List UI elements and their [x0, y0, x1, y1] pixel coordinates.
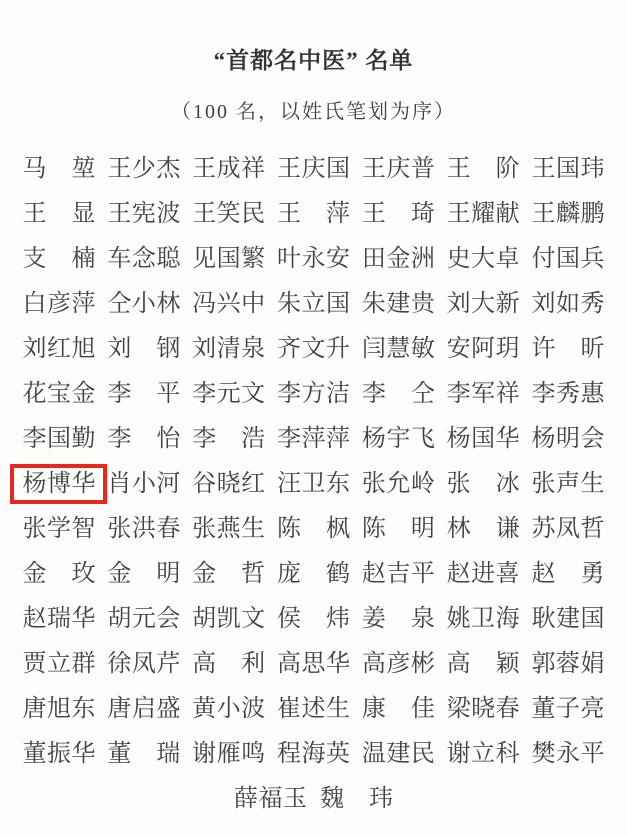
name-row	[23, 236, 605, 281]
name-row	[23, 596, 605, 641]
name-cell: 樊 永 平	[531, 740, 605, 767]
document-title: “首都名中医” 名单	[213, 48, 414, 73]
name-cell: 金 明	[107, 560, 181, 587]
name-cell: 张 燕 生	[192, 515, 266, 542]
name-cell: 唐 启 盛	[107, 695, 181, 722]
name-cell: 汪 卫 东	[276, 470, 350, 497]
name-cell: 李 平	[107, 380, 181, 407]
name-cell: 赵 进 喜	[446, 560, 520, 587]
name-cell: 薛 福 玉	[234, 785, 307, 812]
name-cell: 王 萍	[276, 200, 350, 227]
name-cell: 朱 立 国	[276, 290, 350, 317]
name-cell: 董 瑞	[107, 740, 181, 767]
name-cell: 赵 勇	[531, 560, 605, 587]
name-cell: 魏 玮	[320, 785, 393, 812]
name-cell: 花 宝 金	[22, 380, 96, 407]
name-cell: 高 思 华	[276, 650, 350, 677]
name-cell: 肖 小 河	[107, 470, 181, 497]
name-cell: 姚 卫 海	[446, 605, 520, 632]
name-cell: 王 宪 波	[107, 200, 181, 227]
name-cell: 齐 文 升	[276, 335, 350, 362]
name-cell: 闫 慧 敏	[361, 335, 435, 362]
highlighted-name-cell: 杨 博 华	[23, 472, 96, 496]
name-cell: 姜 泉	[361, 605, 435, 632]
name-cell: 许 昕	[531, 335, 605, 362]
name-cell: 陈 枫	[276, 515, 350, 542]
name-row	[23, 506, 605, 551]
name-cell: 王 庆 国	[276, 155, 350, 182]
name-cell: 庞 鹤	[276, 560, 350, 587]
name-cell: 叶 永 安	[276, 245, 350, 272]
name-cell: 李 怡	[107, 425, 181, 452]
name-cell: 杨 宇 飞	[361, 425, 435, 452]
name-cell: 胡 元 会	[107, 605, 181, 632]
name-cell: 唐 旭 东	[22, 695, 96, 722]
name-cell: 王 国 玮	[531, 155, 605, 182]
name-cell: 张 冰	[446, 470, 520, 497]
name-cell: 冯 兴 中	[192, 290, 266, 317]
name-cell: 侯 炜	[276, 605, 350, 632]
name-cell: 郭 蓉 娟	[531, 650, 605, 677]
name-row	[23, 191, 605, 236]
document-subtitle: （100 名，以姓氏笔划为序）	[171, 101, 456, 123]
name-cell: 李 浩	[192, 425, 266, 452]
name-cell: 付 国 兵	[531, 245, 605, 272]
name-row	[23, 326, 605, 371]
name-cell: 马 堃	[22, 155, 96, 182]
name-cell: 王 笑 民	[192, 200, 266, 227]
name-list	[23, 146, 605, 821]
name-cell: 张 学 智	[22, 515, 96, 542]
name-cell: 史 大 卓	[446, 245, 520, 272]
name-cell: 赵 吉 平	[361, 560, 435, 587]
name-cell: 杨 国 华	[446, 425, 520, 452]
name-cell: 程 海 英	[276, 740, 350, 767]
name-cell: 赵 瑞 华	[22, 605, 96, 632]
name-cell: 胡 凯 文	[192, 605, 266, 632]
name-cell: 金 玫	[22, 560, 96, 587]
name-cell: 金 哲	[192, 560, 266, 587]
name-cell: 刘 清 泉	[192, 335, 266, 362]
name-row	[23, 146, 605, 191]
name-cell: 白 彦 萍	[22, 290, 96, 317]
name-row	[23, 461, 605, 506]
name-cell: 王 庆 普	[361, 155, 435, 182]
name-cell: 崔 述 生	[276, 695, 350, 722]
name-row	[23, 731, 605, 776]
name-cell: 董 子 亮	[531, 695, 605, 722]
name-cell: 李 萍 萍	[276, 425, 350, 452]
name-cell: 耿 建 国	[531, 605, 605, 632]
name-cell: 刘 如 秀	[531, 290, 605, 317]
name-cell: 李 国 勤	[22, 425, 96, 452]
name-cell: 李 方 洁	[276, 380, 350, 407]
name-cell: 梁 晓 春	[446, 695, 520, 722]
name-cell: 高 利	[192, 650, 266, 677]
name-cell: 刘 大 新	[446, 290, 520, 317]
name-cell: 高 颖	[446, 650, 520, 677]
name-row	[23, 641, 605, 686]
name-cell: 董 振 华	[22, 740, 96, 767]
name-cell: 王 成 祥	[192, 155, 266, 182]
name-cell: 谷 晓 红	[192, 470, 266, 497]
name-cell: 张 允 岭	[361, 470, 435, 497]
name-cell: 谢 雁 鸣	[192, 740, 266, 767]
name-cell: 高 彦 彬	[361, 650, 435, 677]
name-cell: 王 耀 献	[446, 200, 520, 227]
name-cell: 李 军 祥	[446, 380, 520, 407]
name-cell: 康 佳	[361, 695, 435, 722]
name-row	[23, 776, 605, 821]
name-cell: 林 谦	[446, 515, 520, 542]
name-cell: 李 仝	[361, 380, 435, 407]
name-cell: 车 念 聪	[107, 245, 181, 272]
name-cell: 李 秀 惠	[531, 380, 605, 407]
name-cell: 陈 明	[361, 515, 435, 542]
name-cell: 见 国 繁	[192, 245, 266, 272]
name-cell: 支 楠	[22, 245, 96, 272]
name-cell: 王 琦	[361, 200, 435, 227]
name-cell: 王 麟 鹏	[531, 200, 605, 227]
name-cell: 安 阿 玥	[446, 335, 520, 362]
name-cell: 刘 钢	[107, 335, 181, 362]
name-cell: 田 金 洲	[361, 245, 435, 272]
name-cell: 苏 凤 哲	[531, 515, 605, 542]
name-cell: 温 建 民	[361, 740, 435, 767]
name-cell: 仝 小 林	[107, 290, 181, 317]
name-row	[23, 686, 605, 731]
name-row	[23, 416, 605, 461]
name-cell: 李 元 文	[192, 380, 266, 407]
name-row	[23, 551, 605, 596]
name-cell: 谢 立 科	[446, 740, 520, 767]
name-cell: 王 显	[22, 200, 96, 227]
name-row	[23, 281, 605, 326]
name-cell: 贾 立 群	[22, 650, 96, 677]
name-cell: 张 声 生	[531, 470, 605, 497]
name-row	[23, 371, 605, 416]
name-cell: 杨 明 会	[531, 425, 605, 452]
name-cell: 王 阶	[446, 155, 520, 182]
name-cell: 朱 建 贵	[361, 290, 435, 317]
name-cell: 张 洪 春	[107, 515, 181, 542]
name-cell: 黄 小 波	[192, 695, 266, 722]
name-cell: 刘 红 旭	[22, 335, 96, 362]
name-cell: 王 少 杰	[107, 155, 181, 182]
name-cell: 徐 凤 芹	[107, 650, 181, 677]
